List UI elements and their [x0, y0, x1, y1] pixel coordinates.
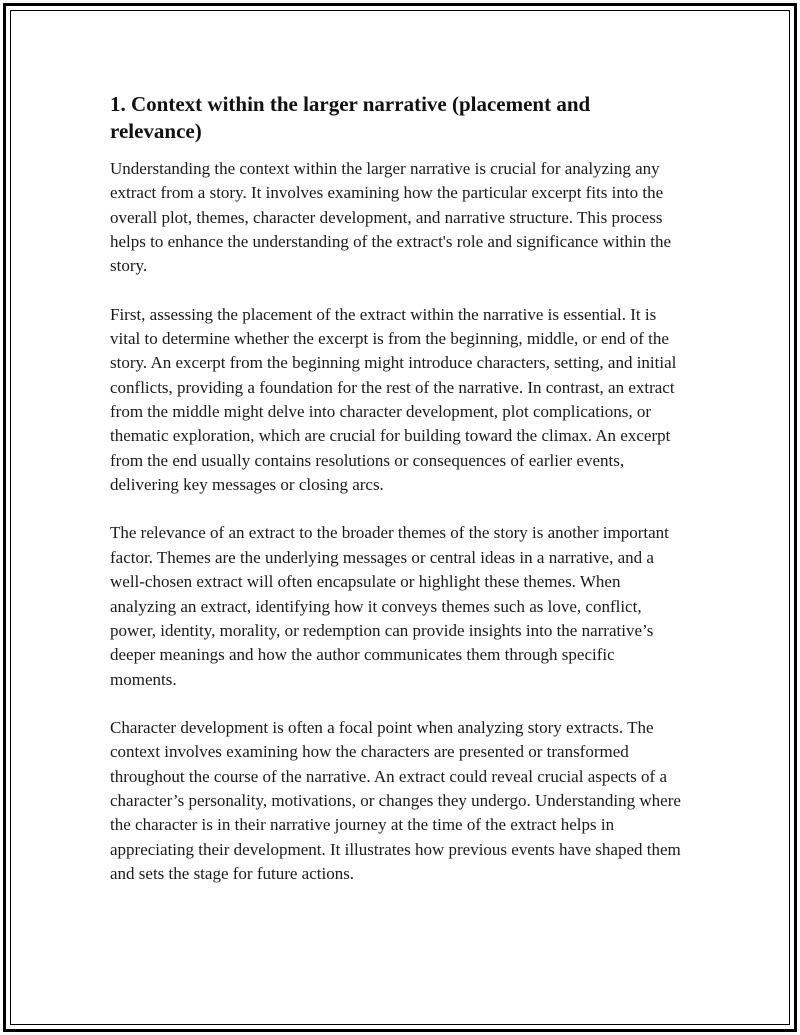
- paragraph-relevance: The relevance of an extract to the broader themes of the story is another important factor. Themes are the underlying messages or central ideas in a narrative, and a well-chosen extract will often encapsulate or highlight these themes. When analyzing an extract, identifying how it conveys themes such as love, conflict, power, identity, morality, or redemption can provide insights into the narrative’s deeper meanings and how the author communicates them through specific moments.: [110, 523, 669, 689]
- section-heading: 1. Context within the larger narrative (placement and relevance): [110, 92, 591, 143]
- paragraph-character-development: Character development is often a focal point when analyzing story extracts. The context involves examining how the characters are presented or transformed throughout the course of the narrative. An extract could reveal crucial aspects of a character’s personality, motivations, or changes they undergo. Understanding where the character is in their narrative journey at the time of the extract helps in appreciating their development. It illustrates how previous events have shaped them and sets the stage for future actions.: [110, 717, 681, 883]
- paragraph-placement: First, assessing the placement of the extract within the narrative is essential. It is vital to determine whether the excerpt is from the beginning, middle, or end of the story. An excerpt from the beginning might introduce characters, setting, and initial conflicts, providing a foundation for the rest of the narrative. In contrast, an extract from the middle might delve into character development, plot complications, or thematic exploration, which are crucial for building toward the climax. An excerpt from the end usually contains resolutions or consequences of earlier events, delivering key messages or closing arcs.: [110, 304, 677, 495]
- paragraph-context-intro: Understanding the context within the larger narrative is crucial for analyzing any extract from a story. It involves examining how the particular excerpt fits into the overall plot, themes, character development, and narrative structure. This process helps to enhance the understanding of the extract's role and significance within the story.: [110, 159, 672, 276]
- document-body: [110, 91, 685, 910]
